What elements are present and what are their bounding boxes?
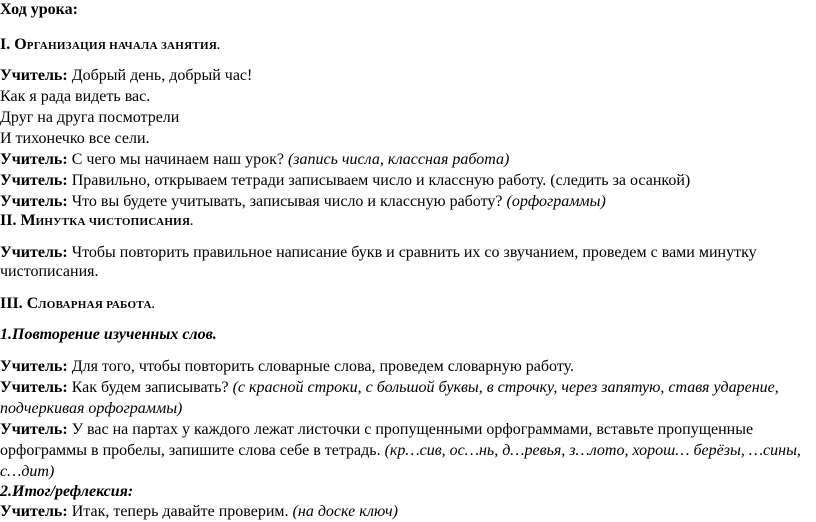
section-heading-vocabulary [0, 294, 155, 315]
teacher-label: Учитель: [0, 172, 68, 189]
line-note: (кр…сив, ос…нь, д…ревья, з…лото, хорош… берёзы, …сины, [384, 442, 801, 459]
section-heading-organization [0, 35, 220, 56]
line-text: Как будем записывать? [71, 379, 229, 396]
section-title-rest: РГАНИЗАЦИЯ НАЧАЛА ЗАНЯТИЯ. [26, 40, 221, 52]
paragraph-line [0, 378, 779, 398]
teacher-label: Учитель: [0, 503, 68, 520]
line-text: Что вы будете учитывать, записывая число и классную работу? [71, 193, 503, 210]
section-cap-letter: М [20, 212, 36, 229]
paragraph-line: Как я рада видеть вас. [0, 88, 151, 105]
subheading-reflection: 2.Итог/рефлексия: [0, 483, 134, 500]
line-text: С чего мы начинаем наш урок? [71, 151, 284, 168]
section-number: I. [0, 36, 11, 53]
teacher-label: Учитель: [0, 244, 68, 261]
line-note: (орфограммы) [506, 193, 606, 210]
line-text: Итак, теперь давайте проверим. [71, 503, 289, 520]
paragraph-line: с…дит) [0, 463, 55, 480]
teacher-label: Учитель: [0, 67, 68, 84]
paragraph-line: И тихонечко все сели. [0, 130, 150, 147]
paragraph-line [0, 502, 398, 522]
section-cap-letter: С [26, 295, 39, 312]
paragraph-line [0, 192, 606, 212]
section-cap-letter: О [14, 36, 27, 53]
paragraph-line [0, 171, 690, 191]
section-number: II. [0, 212, 17, 229]
teacher-label: Учитель: [0, 379, 68, 396]
line-note: (запись числа, классная работа) [287, 151, 510, 168]
section-heading-handwriting [0, 211, 193, 232]
line-text: Добрый день, добрый час! [71, 67, 253, 84]
section-title-rest: ИНУТКА ЧИСТОПИСАНИЯ. [35, 216, 194, 228]
line-text: Для того, чтобы повторить словарные слова, проведем словарную работу. [71, 358, 575, 375]
paragraph-line [0, 150, 509, 170]
teacher-label: Учитель: [0, 151, 68, 168]
paragraph-line [0, 243, 757, 263]
line-note: (на доске ключ) [292, 503, 399, 520]
paragraph-line: Друг на друга посмотрели [0, 109, 180, 126]
teacher-label: Учитель: [0, 193, 68, 210]
line-note: (с красной строки, с большой буквы, в строчку, через запятую, ставя ударение, [232, 379, 779, 396]
subheading-review: 1.Повторение изученных слов. [0, 326, 217, 343]
lesson-heading: Ход урока: [0, 1, 78, 18]
teacher-label: Учитель: [0, 358, 68, 375]
paragraph-line: чистописания. [0, 263, 99, 280]
paragraph-line [0, 441, 801, 461]
line-text: орфограммы в пробелы, запишите слова себе в тетрадь. [0, 442, 381, 459]
line-text: Правильно, открываем тетради записываем число и классную работу. (следить за осанкой) [71, 172, 691, 189]
section-title-rest: ЛОВАРНАЯ РАБОТА. [38, 299, 155, 311]
section-number: III. [0, 295, 23, 312]
paragraph-line [0, 66, 252, 86]
paragraph-line: подчеркивая орфограммы) [0, 400, 183, 417]
teacher-label: Учитель: [0, 421, 68, 438]
line-text: Чтобы повторить правильное написание букв и сравнить их со звучанием, проведем с вами минутку [71, 244, 757, 261]
line-text: У вас на партах у каждого лежат листочки с пропущенными орфограммами, вставьте пропущенные [71, 421, 754, 438]
paragraph-line [0, 357, 574, 377]
paragraph-line [0, 420, 753, 440]
